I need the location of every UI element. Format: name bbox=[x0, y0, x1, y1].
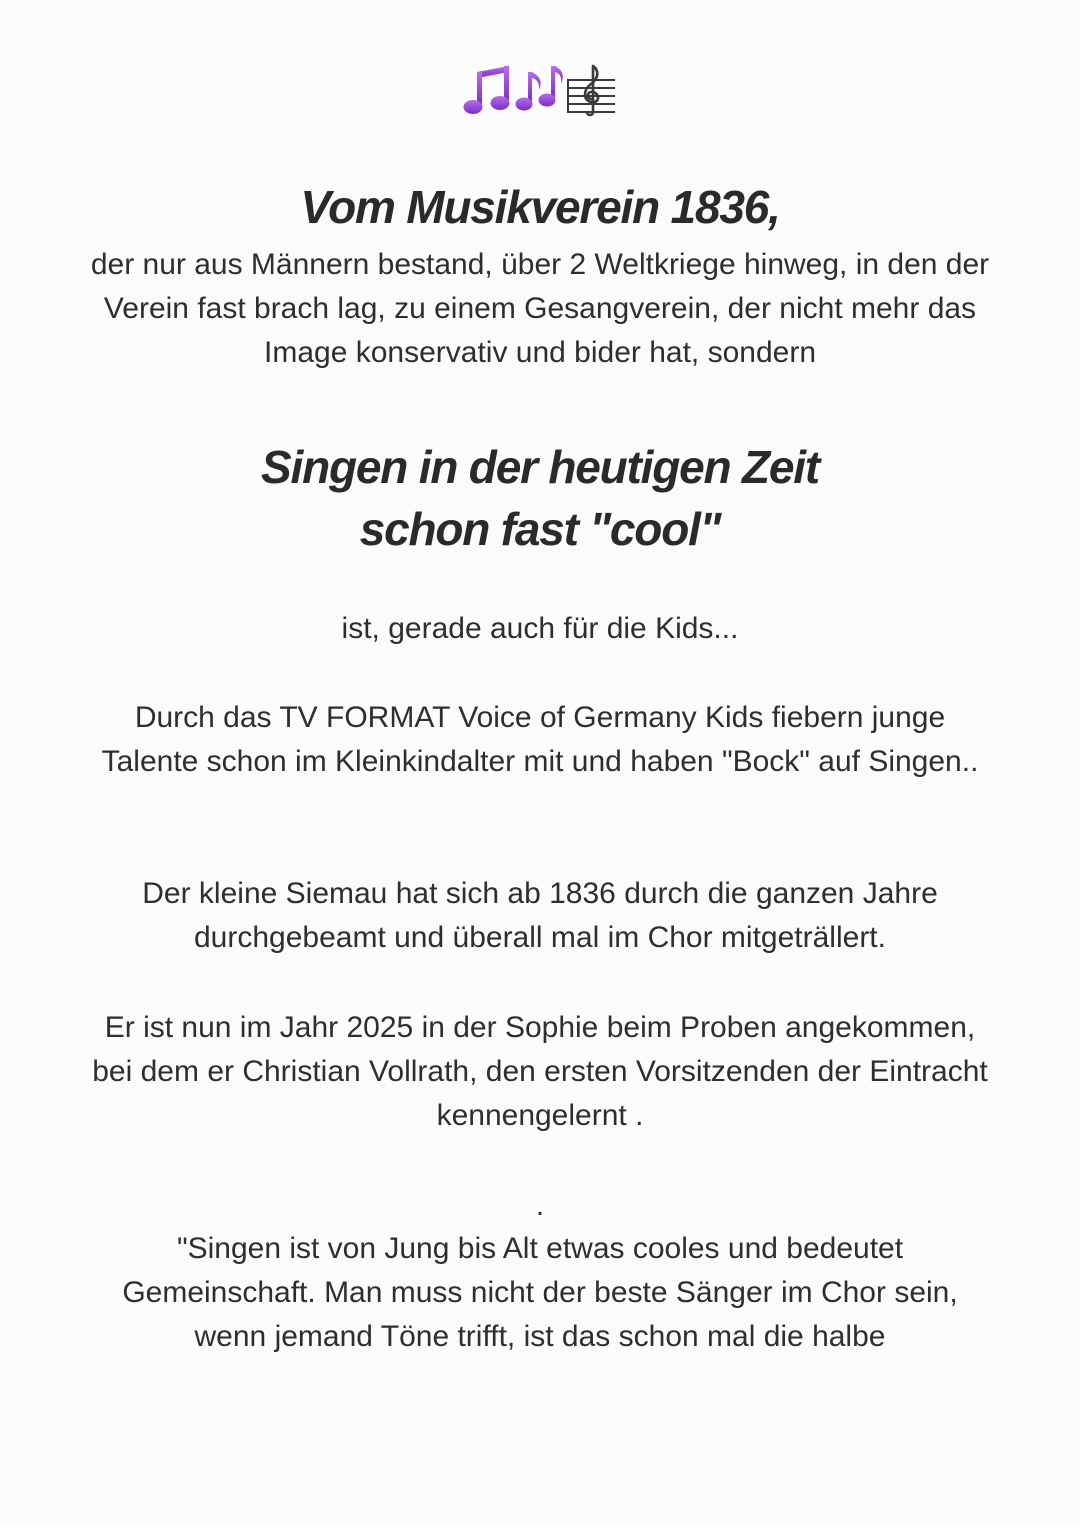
paragraph-tv-format: Durch das TV FORMAT Voice of Germany Kids fiebern junge Talente schon im Kleinkindalter mit und haben "Bock" auf Singen.. bbox=[101, 701, 979, 778]
paragraph-2025: Er ist nun im Jahr 2025 in der Sophie beim Proben angekommen, bei dem er Christian Vollrath, den ersten Vorsitzenden der Eintracht kennengelernt . bbox=[92, 1011, 988, 1132]
heading-musikverein: Vom Musikverein 1836, bbox=[300, 181, 780, 233]
heading-singen-line1: Singen in der heutigen Zeit bbox=[261, 441, 819, 493]
paragraph-history: der nur aus Männern bestand, über 2 Weltkriege hinweg, in den der Verein fast brach lag, zu einem Gesangverein, der nicht mehr das Image konservativ und bider hat, sondern bbox=[90, 248, 990, 369]
heading-singen-line2: schon fast "cool" bbox=[359, 503, 721, 555]
musical-notes-icon bbox=[515, 62, 563, 118]
paragraph-kids: ist, gerade auch für die Kids... bbox=[341, 612, 739, 645]
separator-dot: . bbox=[535, 1189, 545, 1222]
paragraph-quote: "Singen ist von Jung bis Alt etwas cooles und bedeutet Gemeinschaft. Man muss nicht der beste Sänger im Chor sein, wenn jemand Töne trifft, ist das schon mal die halbe bbox=[122, 1232, 958, 1353]
musical-score-icon bbox=[565, 62, 617, 118]
music-emoji-row bbox=[0, 58, 1080, 118]
heading-singen-cool bbox=[0, 436, 1080, 560]
paragraph-siemau: Der kleine Siemau hat sich ab 1836 durch die ganzen Jahre durchgebeamt und überall mal im Chor mitgeträllert. bbox=[142, 877, 938, 954]
musical-notes-icon bbox=[463, 62, 513, 118]
